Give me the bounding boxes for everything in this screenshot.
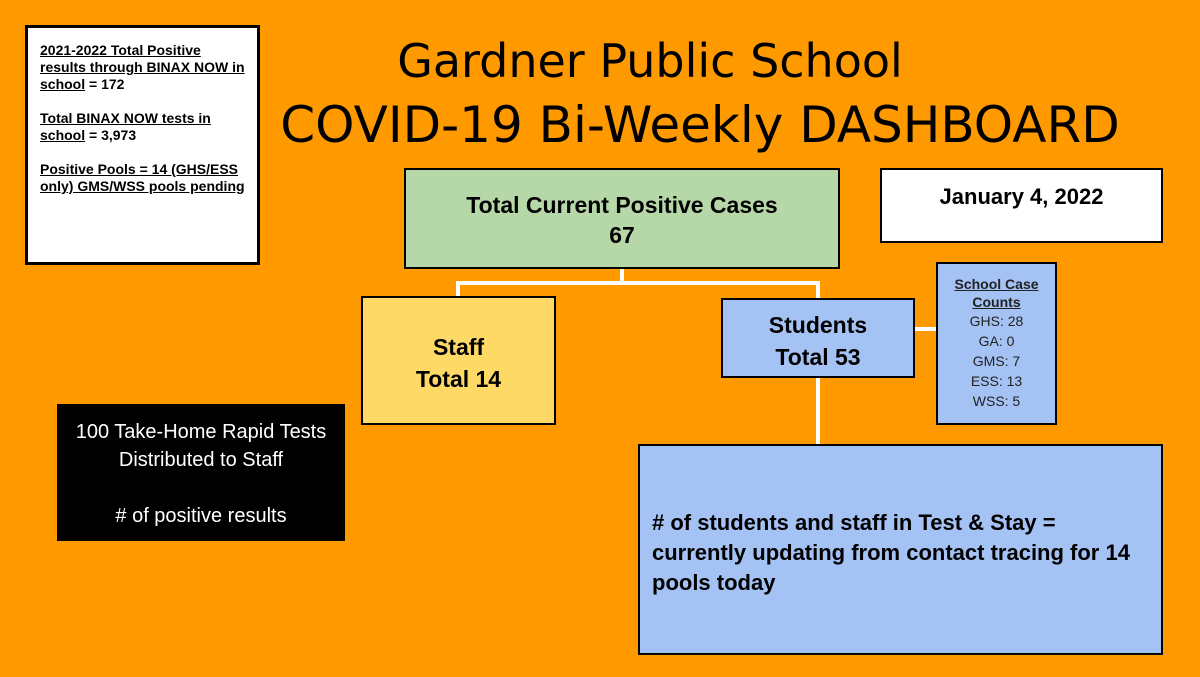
staff-box [361, 296, 556, 425]
students-total: Total 53 [775, 344, 861, 370]
test-and-stay-box [638, 444, 1163, 655]
page-title-line1: Gardner Public School [397, 34, 903, 88]
connector-line [816, 378, 820, 444]
binax-tests-label: Total BINAX NOW tests in school [40, 110, 211, 143]
test-and-stay-text: # of students and staff in Test & Stay = currently updating from contact tracing for 14 pools today [652, 510, 1130, 595]
positive-results-value: = 172 [89, 76, 125, 92]
binax-tests-value: = 3,973 [89, 127, 137, 143]
date-box [880, 168, 1163, 243]
stats-panel [25, 25, 260, 265]
rapid-tests-positive-results: # of positive results [115, 505, 287, 527]
positive-results-stat [40, 42, 247, 93]
connector-line [915, 327, 937, 331]
connector-line [456, 281, 460, 297]
students-label: Students [768, 312, 868, 338]
positive-pools-label: Positive Pools = 14 (GHS/ESS only) GMS/WSS pools pending [40, 161, 245, 194]
school-count-item: GA: 0 [978, 333, 1015, 349]
total-cases-box [404, 168, 840, 269]
rapid-tests-distributed: 100 Take-Home Rapid Tests Distributed to Staff [75, 421, 327, 471]
connector-line [456, 281, 820, 285]
school-count-item: GHS: 28 [969, 313, 1024, 329]
connector-line [816, 281, 820, 299]
school-count-item: WSS: 5 [972, 393, 1021, 409]
students-box [721, 298, 915, 378]
page-title-line2: COVID-19 Bi-Weekly DASHBOARD [280, 96, 1120, 154]
positive-results-label: 2021-2022 Total Positive results through BINAX NOW in school [40, 42, 245, 92]
rapid-tests-box [57, 404, 345, 541]
school-count-item: ESS: 13 [970, 373, 1023, 389]
school-count-item: GMS: 7 [972, 353, 1021, 369]
total-cases-label: Total Current Positive Cases [466, 192, 778, 218]
dashboard-date: January 4, 2022 [939, 184, 1104, 209]
total-cases-value: 67 [609, 222, 635, 248]
binax-tests-stat [40, 110, 247, 144]
school-case-counts-box [936, 262, 1057, 425]
staff-label: Staff [432, 334, 485, 360]
staff-total: Total 14 [415, 366, 502, 392]
positive-pools-stat [40, 161, 247, 195]
school-case-counts-header: School Case Counts [954, 276, 1039, 310]
